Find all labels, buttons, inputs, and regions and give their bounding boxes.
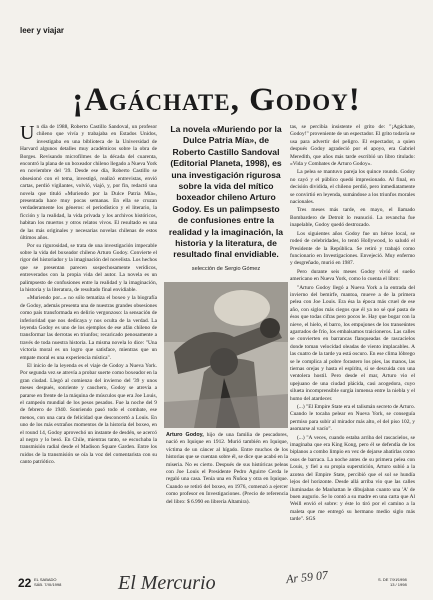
paragraph-8: Los siguientes años Godoy fue un héroe local, se rodeó de celebridades, lo tentó Hollywood, lo saludó el Presidente de la República. Se retiró y trabajó como funcionario en Investigaciones. Envejeció. Muy enfermo y desgreñado, murió en 1987. bbox=[290, 230, 415, 267]
paragraph-11: (...) "El Empire State era el talismán secreto de Arturo. Cuando le tocaba pelear en Nueva York, se conseguía permiso para subir al mirador más alto, el del piso 102, y asomarse al vacío". bbox=[290, 404, 415, 433]
paragraph-1: n día de 1988, Roberto Castillo Sandoval, un profesor chileno que vivía y trabajaba en Estados Unidos, investigaba en una biblioteca de la Universidad de Harvard algunos detalles muy académicos sobre la obra de Borges. Revisando microfilmes de la década del cuarenta, encontró la plana de un boxeador chileno llegado a Nueva York en noviembre del '39. Desde ese día, Roberto Castillo se obsesionó con el tema, investigó, realizó entrevistas, envió cartas, perdió vigilantes, volvió, viajó, y, por fin, redactó una novela que tituló «Muriendo por la Dulce Patria Mía», presentada hace muy pocas semanas. En ella se cruzan verdaderamente los géneros: el periodístico y el literario, la ficción y la realidad, la vida privada y los archivos históricos, habitan los muertos y otros relatos vivos. El resultado es una de las más originales y necesarias novelas chilenas de estos últimos años. bbox=[20, 124, 157, 242]
lead-paragraph: La novela «Muriendo por la Dulce Patria Mía», de Roberto Castillo Sandoval (Editorial Planeta, 1998), es una investigación rigurosa sobre la vida del mítico boxeador chileno Arturo Godoy. Es un palimpsesto de confusiones entre la realidad y la imaginación, la historia y la literatura, de resultado final envidiable. bbox=[168, 124, 284, 260]
paragraph-10: "Arturo Godoy llegó a Nueva York a la entrada del invierno del bemirfe, mantoa, mueve a de la primera pelea con Joe Louis. Era ésa la época más cruel de ese año, con siglos más ciegos que él ya no sé qué pasta de ésos que todas cifras pero pocos le. Hay que bogar con la nieve, el hielo, el barro, los empujones de los transeúntes agarrados de frío, los embalsamos traicioneros. Las calles se convierten en barrancas flanqueadas de rascacielos donde toman velocidad oleadas de viento implacables. A las cuatro de la tarde ya está oscuro. En ese clima lóbrego se le complica al pobre forastero los pies, las manos, las tiernas orejas y hasta el espíritu, si se descuida con una ventolera hostil. Pero desde el mar, Arturo vio el upejuano de una ciudad plácida, casi acogedora, cuyo silueta incomprensible surgía inmensa entre la niebla y el humo del atardecer. bbox=[290, 284, 415, 402]
caption-text: hijo de una familia de pescadores, nació en Iquique en 1912. Murió también en Iquique, víctima de un cáncer al hígado. Entre muchos de los historias que se cuentan sobre él, se dice que acabó en la miseria. No es cierto. Después de sus históricas peleas con Joe Louis el Presidente Pedro Aguirre Cerda le regaló una casa. Tenía una en Ñuñoa y otra en Iquique. Cuando se retiró del boxeo, en 1976, comenzó a ejercer como profesor en Investigaciones. (Precio de referencia del libro: $ 6.990 en librería Altamira). bbox=[166, 432, 288, 505]
drop-cap: U bbox=[20, 124, 35, 144]
article-column-3 bbox=[290, 124, 415, 572]
paragraph-12: (...) "A veces, cuando estaba arriba del rascacielos, se imaginaba que era King Kong, pero él se defendía de los biplanos a combo limpio en vez de dejarse abatirlas como osos de barraca. La noche antes de su primera pelea con Louis, y fiel a su propia superstición, Arturo subió a la azotea del Empire State, percibió que el sol se hundía lejos del horizonte. Desde allá arriba vio que las calles iluminadas de Manhattan le dibujaban cuanto una 'A' de buen augurio. Se lo contó a su madre en una carta que Al Weill envió el sobre: y éste lo tiró por el camino a la maleta que me entregó su hermano medio siglo más tarde". SGS bbox=[290, 434, 415, 523]
handwritten-stamp: Ar 59 07 bbox=[285, 567, 329, 587]
lead-credit: selección de Sergio Gómez bbox=[191, 266, 261, 272]
paragraph-2: Por su rigurosidad, se trata de una investigación impecable sobre la vida del boxeador chileno Arturo Godoy. Convierte el rigor del historiador y la imaginación del novelista. Los hechos que se presentan parecen sospechosamente verídicos, entreverados con la propia vida del autor. La novela es un palimpsesto de confusiones entre la realidad y la imaginación, la historia y la literatura, de resultado final envidiable. bbox=[20, 242, 157, 293]
paragraph-7: Tres meses más tarde, en mayo, el llamado Bombardero de Detroit lo reanució. La revancha fue inapelable, Godoy quedó destrozado. bbox=[290, 207, 415, 229]
caption-label: Arturo Godoy, bbox=[166, 432, 204, 438]
publication-date: SÁB. 7/XI/1998 bbox=[34, 582, 62, 587]
paragraph-3: «Muriendo por...» no sólo tematiza el boxeo y la biografía de Godoy, además presenta una de nuestras grandes obsesiones como país transformada en delirio vergonzoso: la sensación de inferioridad que nos dedicaya y nos oculta de la verdad. La leyenda Godoy es uno de los ejemplos de ese afán chileno de transformar las derrotas en triunfos; recaricado penosamente a través de toda nuestra historia. La misma novela lo dice: "Una victoria moral es un logro que satisface, mientras que un empate moral es una experiencia mística". bbox=[20, 295, 157, 361]
handwritten-source: El Mercurio bbox=[118, 572, 216, 594]
paragraph-4: El inicio de la leyenda es el viaje de Godoy a Nueva York. Por segunda vez se atrevía a probar suerte como boxeador en la gran ciudad. Llegó al comienzo del invierno del '39 y unos meses después, sonriente y cauchero, Godoy se atrevía a pararse en frente de la máquina de músculos que era Joe Louis, el campeón mundial de los pesos pesados. Fue la noche del 9 de febrero de 1940. Sonriendo pasó todo el combate, ese menos, con una cara de felicidad que desconcertó a Louis. En uno de los más extraños momentos de la historia del boxeo, en el round 14, Godoy aprovechó un instante de desdén, se acercó al negro y lo besó. En Chile, mientras tanto, se escuchaba la transmisión radial desde el Madison Square Garden. Entre los ruidos de la transmisión se oía la voz del comentarista con su canto patriótico. bbox=[20, 363, 157, 466]
reference-line-1: S. DE 7/XI/1998 bbox=[378, 577, 407, 582]
paragraph-5: tas, se percibía insistente el grito de: "¡Agáchate, Godoy!" proveniente de un espectador. El grito todavía se usa para advertir del peligro. El espectador, a quien después Godoy agradeció por el apoyo, era Gabriel Meredith, que años más tarde escribió un libro titulado: «Vida y Combates de Arturo Godoy». bbox=[290, 124, 415, 168]
reference-info bbox=[378, 577, 407, 587]
reference-line-2: 13 / 1998 bbox=[390, 582, 407, 587]
paragraph-9: Pero durante seis meses Godoy vivió el sueño americano en Nueva York, como lo cuenta el libro: bbox=[290, 268, 415, 283]
boxing-illustration-icon bbox=[164, 282, 288, 428]
article-column-1 bbox=[20, 124, 157, 572]
article-title: ¡Agáchate, Godoy! bbox=[72, 82, 361, 119]
paragraph-6: La pelea se mantuvo pareja los quince rounds. Godoy no cayó y el público quedó impresionado. Al final, en decisión dividida, el chileno perdió, pero inmediatamente se convirtió en leyenda, sumándose a los triunfos morales nacionales. bbox=[290, 169, 415, 206]
publication-name: EL SABADO bbox=[34, 577, 57, 582]
photo-caption bbox=[166, 432, 288, 506]
section-label: leer y viajar bbox=[20, 26, 65, 35]
boxing-illustration bbox=[164, 282, 288, 428]
page-number: 22 bbox=[18, 576, 32, 590]
publication-info bbox=[34, 577, 61, 587]
